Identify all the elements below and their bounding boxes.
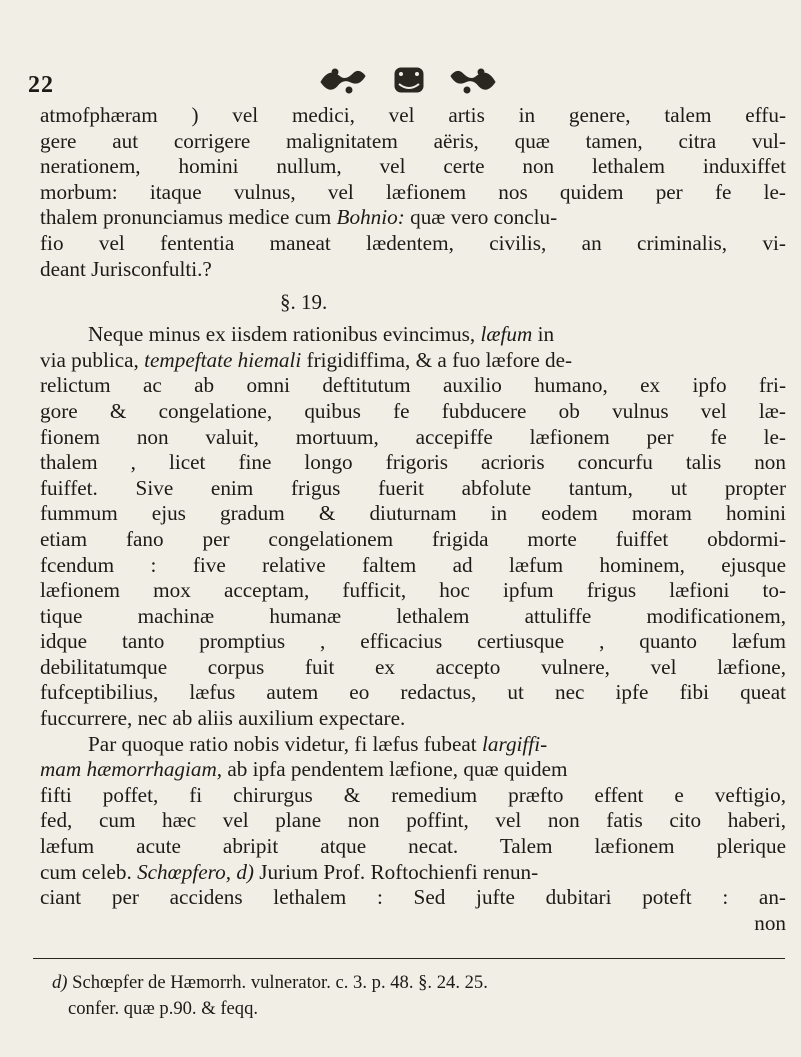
text-line — [40, 322, 786, 348]
text-line: relictum ac ab omni deftitutum auxilio humano, ex ipfo fri- — [40, 373, 786, 398]
text-line — [40, 757, 786, 783]
text-span: Neque minus ex iisdem rationibus evincimus, — [88, 322, 476, 347]
footnote-ref[interactable]: d) — [236, 859, 254, 884]
footnote-line: confer. quæ p.90. & feqq. — [68, 998, 259, 1019]
author-name-italic: Schœpfero, — [137, 859, 232, 884]
text-line: debilitatumque corpus fuit ex accepto vulnere, vel læfione, — [40, 654, 786, 679]
text-line: fcendum : five relative faltem ad læfum hominem, ejusque — [40, 552, 786, 577]
text-line: fuccurrere, nec ab aliis auxilium expectare. — [40, 706, 406, 731]
text-span: in — [537, 322, 555, 347]
text-span: quæ vero conclu- — [410, 205, 558, 230]
text-line: fionem non valuit, mortuum, accepiffe læfionem per fe le- — [40, 424, 786, 449]
text-line: ciant per accidens lethalem : Sed jufte dubitari poteft : an- — [40, 885, 786, 910]
text-span: via publica, — [40, 347, 139, 372]
italic-term: largiffi- — [482, 731, 548, 756]
text-line: etiam fano per congelationem frigida morte fuiffet obdormi- — [40, 526, 786, 551]
italic-term: læfum — [480, 322, 533, 347]
italic-term: mam hæmorrhagiam, — [40, 757, 223, 782]
text-line: læfum acute abripit atque necat. Talem læfionem plerique — [40, 834, 786, 859]
footnote-line — [52, 970, 792, 996]
catchword: non — [754, 910, 786, 935]
text-span: Jurium Prof. Roftochienfi renun- — [259, 859, 539, 884]
text-line: fifti poffet, fi chirurgus & remedium præfto effent e veftigio, — [40, 782, 786, 807]
text-line: fuiffet. Sive enim frigus fuerit abfolute tantum, ut propter — [40, 475, 786, 500]
text-line: fufceptibilius, læfus autem eo redactus, ut nec ipfe fibi queat — [40, 680, 786, 705]
section-number: §. 19. — [280, 290, 328, 315]
text-span: ab ipfa pendentem læfione, quæ quidem — [227, 757, 568, 782]
text-line — [40, 732, 786, 758]
footnote-marker: d) — [52, 972, 68, 993]
footnote — [52, 970, 792, 1022]
text-line: fio vel fententia maneat lædentem, civilis, an criminalis, vi- — [40, 230, 786, 255]
text-line: nerationem, homini nullum, vel certe non lethalem induxiffet — [40, 154, 786, 179]
text-line: gere aut corrigere malignitatem aëris, quæ tamen, citra vul- — [40, 128, 786, 153]
footnote-text: Schœpfer de Hæmorrh. vulnerator. c. 3. p. 48. §. 24. 25. — [72, 972, 488, 993]
text-line: læfionem mox acceptam, fufficit, hoc ipfum frigus læfioni to- — [40, 578, 786, 603]
italic-term: tempeftate hiemali — [144, 347, 302, 372]
author-name-italic: Bohnio: — [336, 205, 405, 230]
text-line: idque tanto promptius , efficacius certiusque , quanto læfum — [40, 629, 786, 654]
text-line: gore & congelatione, quibus fe fubducere ob vulnus vel læ- — [40, 398, 786, 423]
footnote-divider — [33, 958, 785, 959]
text-span: Par quoque ratio nobis videtur, fi læfus fubeat — [88, 731, 477, 756]
text-span: cum celeb. — [40, 859, 132, 884]
body-text — [40, 103, 786, 936]
text-line: deant Jurisconfulti.? — [40, 256, 212, 281]
text-line — [40, 860, 786, 886]
text-line: fummum ejus gradum & diuturnam in eodem moram homini — [40, 501, 786, 526]
text-line: fed, cum hæc vel plane non poffint, vel non fatis cito haberi, — [40, 808, 786, 833]
page-header — [28, 60, 788, 100]
printer-ornament-icon — [283, 60, 533, 100]
text-span: frigidiffima, & a fuo læfore de- — [306, 347, 573, 372]
text-line: morbum: itaque vulnus, vel læfionem nos quidem per fe le- — [40, 179, 786, 204]
text-line: atmofphæram ) vel medici, vel artis in genere, talem effu- — [40, 103, 786, 127]
text-line: tique machinæ humanæ lethalem attuliffe modificationem, — [40, 603, 786, 628]
text-span: thalem pronunciamus medice cum — [40, 205, 332, 230]
text-line — [40, 205, 786, 231]
text-line — [40, 348, 786, 374]
text-line: thalem , licet fine longo frigoris acrioris concurfu talis non — [40, 450, 786, 475]
page-number: 22 — [28, 72, 54, 98]
